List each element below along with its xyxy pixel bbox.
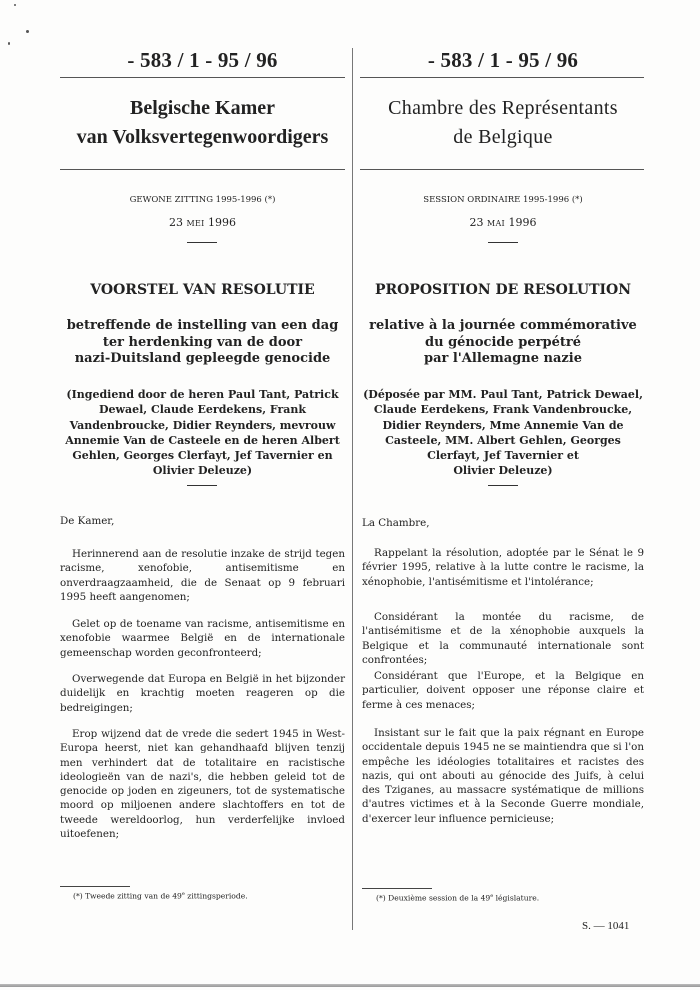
resolution-body: [60, 727, 345, 841]
resolution-body: [60, 547, 345, 604]
chamber-name: [60, 94, 345, 152]
french-column: [362, 0, 644, 990]
footnote-superscript: e: [490, 893, 494, 899]
header-rule: [60, 77, 345, 78]
authors-line: Olivier Deleuze): [453, 464, 553, 478]
column-divider: [352, 48, 353, 930]
authors-line: (Ingediend door de heren Paul Tant, Patrick: [66, 388, 339, 401]
subject-line: betreffende de instelling van een dag: [66, 318, 339, 333]
authors: [362, 387, 644, 479]
salutation: De Kamer,: [60, 515, 115, 527]
date-day: 23: [469, 216, 484, 229]
footnote-text: Tweede zitting van de 49: [85, 891, 182, 901]
chamber-name-line: van Volksvertegenwoordigers: [76, 126, 329, 148]
chamber-name-line: de Belgique: [453, 126, 553, 148]
footnote-text: zittingsperiode.: [184, 891, 248, 901]
authors: [60, 387, 345, 479]
resolution-body: [60, 672, 345, 715]
document-number: - 583 / 1 - 95 / 96: [427, 48, 579, 72]
footnote: [376, 893, 539, 903]
authors-line: Didier Reynders, Mme Annemie Van de: [382, 418, 624, 432]
proposal-title: PROPOSITION DE RESOLUTION: [374, 282, 632, 298]
authors-line: Olivier Deleuze): [152, 464, 253, 478]
recital-paragraph: Insistant sur le fait que la paix régnant en Europe occidentale depuis 1945 ne se maintiendra que si l'on empêche les idéologies totalitaires et racistes des nazis, qui ont abouti au génocide des Juifs, à celui des Tziganes, au massacre systématique de millions d'autres victimes et à la Seconde Guerre mondiale, d'exercer leur influence pernicieuse;: [362, 727, 644, 825]
recital-paragraph: Gelet op de toename van racisme, antisemitisme en xenofobie waarmee België en de internationale gemeenschap worden geconfronteerd;: [60, 618, 345, 659]
document-number: - 583 / 1 - 95 / 96: [127, 48, 278, 72]
subject-line: du génocide perpétré: [425, 334, 581, 350]
chamber-name-line: Belgische Kamer: [130, 97, 275, 119]
document-date: [362, 216, 644, 229]
date-day: 23: [168, 216, 183, 229]
recital-paragraph: Herinnerend aan de resolutie inzake de strijd tegen racisme, xenofobie, antisemitisme en onverdraagzaamheid, die de Senaat op 9 februari 1995 heeft aangenomen;: [60, 548, 345, 603]
resolution-body: [362, 516, 644, 530]
separator-rule: [187, 485, 217, 486]
date-month: MAI: [486, 219, 506, 228]
footnote-superscript: e: [181, 891, 185, 897]
footnote: [73, 891, 248, 901]
footnote-rule: [60, 886, 130, 887]
resolution-body: [60, 617, 345, 660]
salutation: La Chambre,: [362, 517, 430, 529]
separator-rule: [488, 242, 518, 243]
subject-line: par l'Allemagne nazie: [423, 351, 583, 366]
footnote-marker: (*): [376, 893, 386, 903]
authors-line: Casteele, MM. Albert Gehlen, Georges: [385, 433, 621, 447]
date-month: MEI: [186, 219, 205, 228]
recital-paragraph: Considérant que l'Europe, et la Belgique en particulier, doivent opposer une réponse claire et ferme à ces menaces;: [362, 670, 644, 711]
document-date: [60, 216, 345, 229]
authors-line: Dewael, Claude Eerdekens, Frank: [98, 403, 307, 417]
separator-rule: [488, 485, 518, 486]
authors-line: Claude Eerdekens, Frank Vandenbroucke,: [373, 403, 633, 417]
recital-paragraph: Considérant la montée du racisme, de l'antisémitisme et de la xénophobie auxquels la Belgique et la communauté internationale sont confrontées;: [362, 611, 644, 666]
resolution-body: [362, 610, 644, 667]
authors-line: Vandenbroucke, Didier Reynders, mevrouw: [69, 418, 336, 432]
header-rule: [360, 77, 644, 78]
chamber-name: [362, 94, 644, 152]
recital-paragraph: Erop wijzend dat de vrede die sedert 1945 in West-Europa heerst, niet kan gehandhaafd blijven tenzij men verhindert dat de totalitaire en racistische ideologieën van de nazi's, die hebben geleid tot de genocide op joden en zigeuners, tot de systematische moord op miljoenen andere slachtoffers en tot de tweede wereldoorlog, hun verderfelijke invloed uitoefenen;: [60, 728, 345, 841]
recital-paragraph: Overwegende dat Europa en België in het bijzonder duidelijk en krachtig moeten reageren op die bedreigingen;: [60, 673, 345, 714]
date-year: 1996: [208, 216, 237, 229]
authors-line: Clerfayt, Jef Tavernier et: [427, 449, 579, 463]
footnote-text: Deuxième session de la 49: [388, 893, 491, 903]
resolution-body: [362, 669, 644, 712]
separator-rule: [187, 242, 217, 243]
authors-line: Gehlen, Georges Clerfayt, Jef Tavernier en: [72, 449, 333, 463]
subject-line: ter herdenking van de door: [102, 334, 303, 350]
session-label: SESSION ORDINAIRE 1995-1996 (*): [423, 195, 583, 205]
resolution-body: [362, 546, 644, 589]
header-rule: [60, 169, 345, 170]
session-label: GEWONE ZITTING 1995-1996 (*): [129, 195, 276, 205]
authors-line: (Déposée par MM. Paul Tant, Patrick Dewael,: [363, 388, 643, 401]
proposal-title: VOORSTEL VAN RESOLUTIE: [90, 282, 315, 298]
subject-line: nazi-Duitsland gepleegde genocide: [74, 351, 331, 366]
header-rule: [360, 169, 644, 170]
resolution-body: [362, 726, 644, 826]
footnote-marker: (*): [73, 891, 83, 901]
subject-line: relative à la journée commémorative: [369, 318, 637, 333]
proposal-subject: [60, 318, 345, 368]
proposal-subject: [362, 318, 644, 368]
footnote-rule: [362, 888, 432, 889]
resolution-body: [60, 514, 345, 528]
authors-line: Annemie Van de Casteele en de heren Albert: [65, 433, 340, 447]
date-year: 1996: [508, 216, 537, 229]
footnote-text: législature.: [493, 893, 540, 903]
chamber-name-line: Chambre des Représentants: [388, 97, 618, 119]
dutch-column: [60, 0, 345, 990]
scan-speck: [26, 30, 29, 33]
scan-speck: [14, 4, 16, 6]
recital-paragraph: Rappelant la résolution, adoptée par le Sénat le 9 février 1995, relative à la lutte contre le racisme, la xénophobie, l'antisémitisme et l'intolérance;: [362, 547, 644, 588]
page-reference: S. — 1041: [582, 920, 630, 932]
scan-speck: [8, 42, 10, 45]
